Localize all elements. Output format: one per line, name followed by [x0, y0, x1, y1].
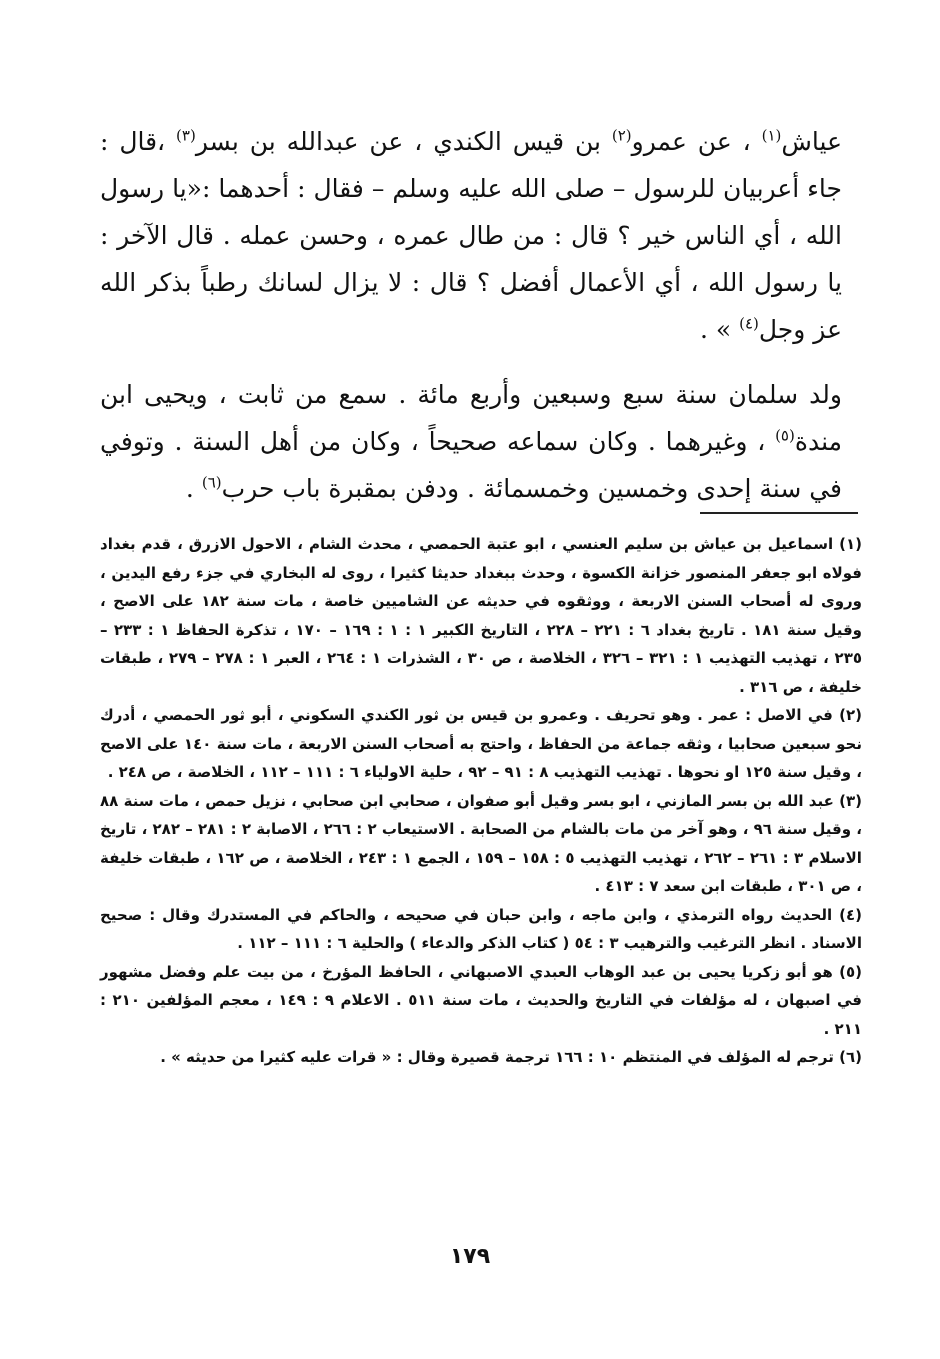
footnote-ref: (٣): [176, 126, 196, 145]
text-segment: ولد سلمان سنة سبع وسبعين وأربع مائة . سمع من ثابت ، ويحيى ابن مندة: [100, 380, 842, 456]
footnotes: [100, 530, 862, 1072]
footnote: (٣) عبد الله بن بسر المازني ، ابو بسر وقيل أبو صفوان ، صحابي ابن صحابي ، نزيل حمص ، مات سنة ٨٨ ، وقيل سنة ٩٦ ، وهو آخر من مات بالشام من الصحابة . الاستيعاب ٢ : ٢٦٦ ، الاصابة ٢ : ٢٨١ – ٢٨٢ ، تاريخ الاسلام ٣ : ٢٦١ – ٢٦٢ ، تهذيب التهذيب ٥ : ١٥٨ – ١٥٩ ، الجمع ١ : ٢٤٣ ، الخلاصة ، ص ١٦٢ ، طبقات خليفة ، ص ٣٠١ ، طبقات ابن سعد ٧ : ٤١٣ .: [100, 791, 862, 895]
footnote-ref: (١): [761, 126, 782, 145]
main-text: [100, 118, 842, 512]
footnote-ref: (٦): [201, 473, 222, 492]
main-paragraph: [100, 371, 842, 512]
text-segment: ، عن عمرو: [631, 127, 762, 156]
text-segment: » .: [699, 315, 740, 344]
main-paragraph: [100, 118, 842, 353]
text-segment: عياش: [781, 127, 843, 156]
footnote-separator: [700, 512, 858, 514]
text-segment: ،قال : جاء أعربيان للرسول – صلى الله عليه وسلم – فقال : أحدهما :«يا رسول الله ، أي الناس خير ؟ قال : من طال عمره ، وحسن عمله . قال الآخر : يا رسول الله ، أي الأعمال أفضل ؟ قال : لا يزال لسانك رطباً بذكر الله عز وجل: [100, 127, 842, 344]
page-number: ١٧٩: [449, 1244, 491, 1269]
text-segment: بن قيس الكندي ، عن عبدالله بن بسر: [195, 127, 612, 156]
footnote: (١) اسماعيل بن عياش بن سليم العنسي ، ابو عتبة الحمصي ، محدث الشام ، الاحول الازرق ، قدم بغداد فولاه ابو جعفر المنصور خزانة الكسوة ، وحدث ببغداد حديثا كثيرا ، روى له البخاري في جزء رفع اليدين ، وروى له أصحاب السنن الاربعة ، ووثقوه في حديثه عن الشاميين خاصة ، مات سنة ١٨٢ على الاصح ، وقيل سنة ١٨١ . تاريخ بغداد ٦ : ٢٢١ – ٢٢٨ ، التاريخ الكبير ١ : ١ : ١٦٩ – ١٧٠ ، تذكرة الحفاظ ١ : ٢٣٣ – ٢٣٥ ، تهذيب التهذيب ١ : ٣٢١ – ٣٢٦ ، الخلاصة ، ص ٣٠ ، الشذرات ١ : ٢٦٤ ، العبر ١ : ٢٧٨ – ٢٧٩ ، طبقات خليفة ، ص ٣١٦ .: [100, 535, 863, 696]
footnote: (٢) في الاصل : عمر . وهو تحريف . وعمرو بن قيس بن ثور الكندي السكوني ، أبو ثور الحمصي ، أدرك نحو سبعين صحابيا ، وثقه جماعة من الحفاظ ، واحتج به أصحاب السنن الاربعة ، مات سنة ١٤٠ على الاصح ، وقيل سنة ١٢٥ او نحوها . تهذيب التهذيب ٨ : ٩١ – ٩٢ ، حلية الاولياء ٦ : ١١١ – ١١٢ ، الخلاصة ، ص ٢٤٨ .: [100, 706, 862, 781]
text-segment: .: [185, 474, 202, 503]
footnote: (٥) هو أبو زكريا يحيى بن عبد الوهاب العبدي الاصبهاني ، الحافظ المؤرخ ، من بيت علم وفضل مشهور في اصبهان ، له مؤلفات في التاريخ والحديث ، مات سنة ٥١١ . الاعلام ٩ : ١٤٩ ، معجم المؤلفين ٢١٠ : ٢١١ .: [100, 962, 862, 1038]
footnote-ref: (٤): [739, 314, 759, 333]
text-segment: ، وغيرهما . وكان سماعه صحيحاً ، وكان من أهل السنة . وتوفي في سنة إحدى وخمسين وخمسمائة . ودفن بمقبرة باب حرب: [100, 427, 842, 503]
footnote: (٦) ترجم له المؤلف في المنتظم ١٠ : ١٦٦ ترجمة قصيرة وقال : « قرات عليه كثيرا من حديثه » .: [160, 1048, 862, 1066]
footnote: (٤) الحديث رواه الترمذي ، وابن ماجه ، وابن حبان في صحيحه ، والحاكم في المستدرك وقال : صحيح الاسناد . انظر الترغيب والترهيب ٣ : ٥٤ ( كتاب الذكر والدعاء ) والحلية ٦ : ١١١ – ١١٢ .: [100, 905, 862, 952]
footnote-ref: (٥): [775, 426, 795, 445]
footnote-ref: (٢): [611, 126, 632, 145]
